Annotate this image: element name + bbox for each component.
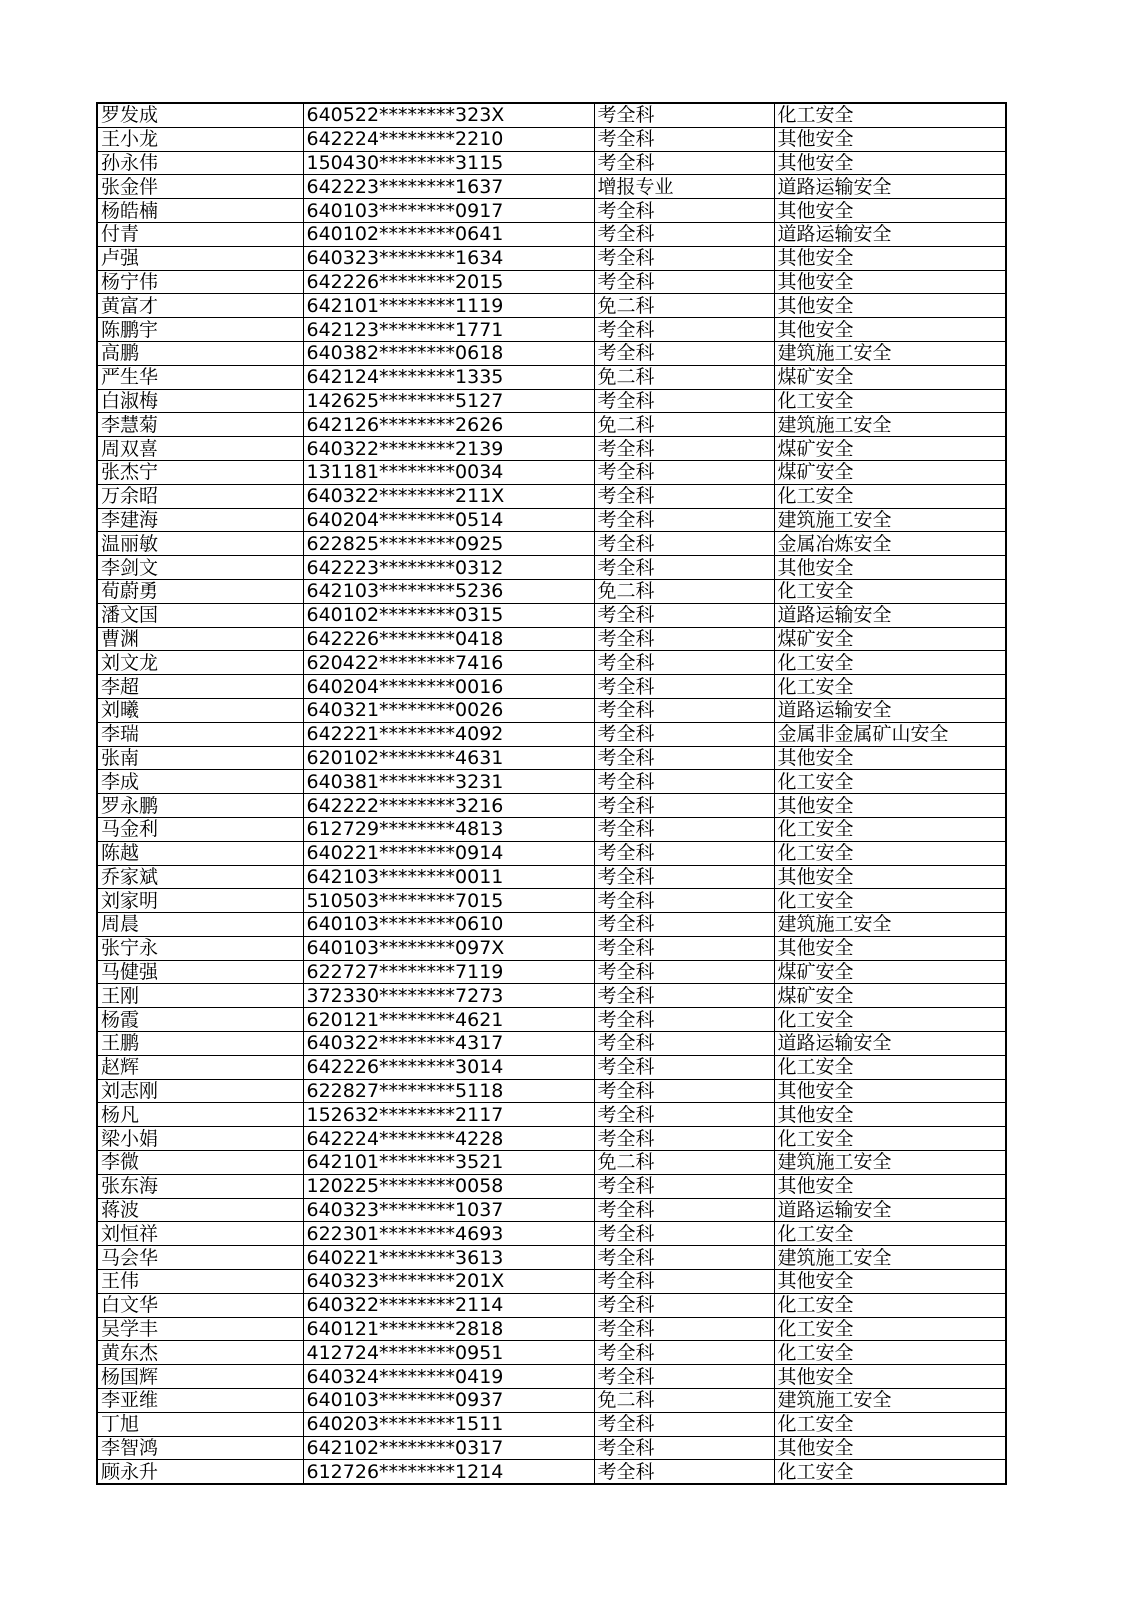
name-cell: 付青: [97, 222, 303, 246]
id-number-cell: 642226********3014: [303, 1055, 594, 1079]
name-cell: 刘文龙: [97, 651, 303, 675]
name-cell: 李亚维: [97, 1389, 303, 1413]
name-cell: 温丽敏: [97, 532, 303, 556]
table-row: [97, 675, 1006, 699]
category-cell: 道路运输安全: [774, 1198, 1006, 1222]
exam-type-cell: 考全科: [594, 484, 774, 508]
table-row: [97, 1317, 1006, 1341]
exam-type-cell: 考全科: [594, 556, 774, 580]
id-number-cell: 642123********1771: [303, 318, 594, 342]
id-number-cell: 622301********4693: [303, 1222, 594, 1246]
category-cell: 其他安全: [774, 794, 1006, 818]
name-cell: 梁小娟: [97, 1127, 303, 1151]
name-cell: 丁旭: [97, 1412, 303, 1436]
category-cell: 煤矿安全: [774, 365, 1006, 389]
category-cell: 金属非金属矿山安全: [774, 722, 1006, 746]
exam-type-cell: 免二科: [594, 365, 774, 389]
name-cell: 马健强: [97, 960, 303, 984]
exam-type-cell: 考全科: [594, 1436, 774, 1460]
id-number-cell: 640322********2114: [303, 1293, 594, 1317]
table-row: [97, 817, 1006, 841]
exam-type-cell: 考全科: [594, 1365, 774, 1389]
exam-type-cell: 考全科: [594, 936, 774, 960]
id-number-cell: 131181********0034: [303, 460, 594, 484]
category-cell: 化工安全: [774, 817, 1006, 841]
table-row: [97, 318, 1006, 342]
name-cell: 高鹏: [97, 341, 303, 365]
name-cell: 黄富才: [97, 294, 303, 318]
table-row: [97, 770, 1006, 794]
name-cell: 陈鹏宇: [97, 318, 303, 342]
exam-type-cell: 考全科: [594, 889, 774, 913]
table-row: [97, 984, 1006, 1008]
category-cell: 化工安全: [774, 651, 1006, 675]
name-cell: 刘曦: [97, 698, 303, 722]
id-number-cell: 642103********0011: [303, 865, 594, 889]
name-cell: 李瑞: [97, 722, 303, 746]
exam-type-cell: 考全科: [594, 1222, 774, 1246]
name-cell: 杨国辉: [97, 1365, 303, 1389]
table-row: [97, 1103, 1006, 1127]
table-row: [97, 841, 1006, 865]
table-row: [97, 698, 1006, 722]
category-cell: 化工安全: [774, 389, 1006, 413]
id-number-cell: 150430********3115: [303, 151, 594, 175]
table-row: [97, 794, 1006, 818]
id-number-cell: 640321********0026: [303, 698, 594, 722]
exam-type-cell: 考全科: [594, 1008, 774, 1032]
exam-type-cell: 免二科: [594, 1389, 774, 1413]
id-number-cell: 612729********4813: [303, 817, 594, 841]
id-number-cell: 142625********5127: [303, 389, 594, 413]
category-cell: 道路运输安全: [774, 603, 1006, 627]
category-cell: 化工安全: [774, 1222, 1006, 1246]
exam-type-cell: 考全科: [594, 1341, 774, 1365]
table-row: [97, 1412, 1006, 1436]
table-row: [97, 1293, 1006, 1317]
category-cell: 建筑施工安全: [774, 341, 1006, 365]
name-cell: 张金伴: [97, 175, 303, 199]
name-cell: 李智鸿: [97, 1436, 303, 1460]
table-row: [97, 1079, 1006, 1103]
exam-type-cell: 考全科: [594, 627, 774, 651]
table-row: [97, 627, 1006, 651]
name-cell: 荀蔚勇: [97, 579, 303, 603]
id-number-cell: 640322********4317: [303, 1032, 594, 1056]
category-cell: 化工安全: [774, 1008, 1006, 1032]
name-cell: 李慧菊: [97, 413, 303, 437]
name-cell: 王刚: [97, 984, 303, 1008]
category-cell: 道路运输安全: [774, 222, 1006, 246]
exam-type-cell: 考全科: [594, 794, 774, 818]
name-cell: 陈越: [97, 841, 303, 865]
category-cell: 其他安全: [774, 199, 1006, 223]
name-cell: 李微: [97, 1151, 303, 1175]
table-row: [97, 460, 1006, 484]
id-number-cell: 640121********2818: [303, 1317, 594, 1341]
table-row: [97, 1389, 1006, 1413]
name-cell: 曹渊: [97, 627, 303, 651]
category-cell: 道路运输安全: [774, 175, 1006, 199]
table-row: [97, 1198, 1006, 1222]
category-cell: 建筑施工安全: [774, 1151, 1006, 1175]
name-cell: 万余昭: [97, 484, 303, 508]
table-row: [97, 1270, 1006, 1294]
name-cell: 周晨: [97, 913, 303, 937]
category-cell: 化工安全: [774, 889, 1006, 913]
exam-type-cell: 考全科: [594, 1032, 774, 1056]
category-cell: 其他安全: [774, 1365, 1006, 1389]
id-number-cell: 640221********0914: [303, 841, 594, 865]
name-cell: 李成: [97, 770, 303, 794]
id-number-cell: 620422********7416: [303, 651, 594, 675]
exam-type-cell: 考全科: [594, 1317, 774, 1341]
name-cell: 李建海: [97, 508, 303, 532]
exam-type-cell: 考全科: [594, 1079, 774, 1103]
exam-type-cell: 考全科: [594, 318, 774, 342]
table-row: [97, 913, 1006, 937]
category-cell: 其他安全: [774, 318, 1006, 342]
exam-type-cell: 免二科: [594, 294, 774, 318]
table-row: [97, 722, 1006, 746]
table-row: [97, 341, 1006, 365]
id-number-cell: 642224********2210: [303, 127, 594, 151]
name-cell: 李剑文: [97, 556, 303, 580]
exam-type-cell: 考全科: [594, 222, 774, 246]
id-number-cell: 372330********7273: [303, 984, 594, 1008]
name-cell: 李超: [97, 675, 303, 699]
exam-type-cell: 免二科: [594, 413, 774, 437]
exam-type-cell: 考全科: [594, 651, 774, 675]
category-cell: 其他安全: [774, 746, 1006, 770]
id-number-cell: 640381********3231: [303, 770, 594, 794]
table-row: [97, 151, 1006, 175]
category-cell: 其他安全: [774, 1174, 1006, 1198]
exam-type-cell: 考全科: [594, 675, 774, 699]
table-row: [97, 389, 1006, 413]
id-number-cell: 642101********1119: [303, 294, 594, 318]
id-number-cell: 640102********0315: [303, 603, 594, 627]
table-row: [97, 1222, 1006, 1246]
category-cell: 化工安全: [774, 1127, 1006, 1151]
exam-type-cell: 考全科: [594, 913, 774, 937]
exam-type-cell: 考全科: [594, 746, 774, 770]
table-row: [97, 579, 1006, 603]
table-row: [97, 936, 1006, 960]
name-cell: 乔家斌: [97, 865, 303, 889]
id-number-cell: 120225********0058: [303, 1174, 594, 1198]
table-row: [97, 365, 1006, 389]
id-number-cell: 640382********0618: [303, 341, 594, 365]
id-number-cell: 640323********1037: [303, 1198, 594, 1222]
exam-type-cell: 考全科: [594, 817, 774, 841]
exam-type-cell: 考全科: [594, 508, 774, 532]
category-cell: 煤矿安全: [774, 437, 1006, 461]
table-row: [97, 1365, 1006, 1389]
category-cell: 其他安全: [774, 270, 1006, 294]
name-cell: 严生华: [97, 365, 303, 389]
id-number-cell: 640322********211X: [303, 484, 594, 508]
table-row: [97, 508, 1006, 532]
name-cell: 黄东杰: [97, 1341, 303, 1365]
table-row: [97, 270, 1006, 294]
id-number-cell: 640103********097X: [303, 936, 594, 960]
category-cell: 建筑施工安全: [774, 413, 1006, 437]
category-cell: 化工安全: [774, 103, 1006, 127]
name-cell: 刘恒祥: [97, 1222, 303, 1246]
category-cell: 其他安全: [774, 1436, 1006, 1460]
name-cell: 刘志刚: [97, 1079, 303, 1103]
exam-type-cell: 考全科: [594, 460, 774, 484]
exam-type-cell: 考全科: [594, 603, 774, 627]
id-number-cell: 642223********1637: [303, 175, 594, 199]
exam-type-cell: 考全科: [594, 341, 774, 365]
exam-type-cell: 考全科: [594, 1246, 774, 1270]
table-row: [97, 651, 1006, 675]
name-cell: 赵辉: [97, 1055, 303, 1079]
category-cell: 化工安全: [774, 1341, 1006, 1365]
id-number-cell: 642224********4228: [303, 1127, 594, 1151]
id-number-cell: 642226********2015: [303, 270, 594, 294]
id-number-cell: 640522********323X: [303, 103, 594, 127]
table-row: [97, 1008, 1006, 1032]
table-row: [97, 103, 1006, 127]
exam-type-cell: 考全科: [594, 865, 774, 889]
exam-type-cell: 考全科: [594, 437, 774, 461]
id-number-cell: 640221********3613: [303, 1246, 594, 1270]
name-cell: 王小龙: [97, 127, 303, 151]
id-number-cell: 620121********4621: [303, 1008, 594, 1032]
table-row: [97, 127, 1006, 151]
category-cell: 其他安全: [774, 127, 1006, 151]
id-number-cell: 640323********201X: [303, 1270, 594, 1294]
category-cell: 其他安全: [774, 294, 1006, 318]
category-cell: 其他安全: [774, 936, 1006, 960]
table-row: [97, 1436, 1006, 1460]
name-cell: 白淑梅: [97, 389, 303, 413]
exam-type-cell: 考全科: [594, 199, 774, 223]
exam-type-cell: 考全科: [594, 1174, 774, 1198]
name-cell: 马金利: [97, 817, 303, 841]
exam-type-cell: 考全科: [594, 1103, 774, 1127]
id-number-cell: 622827********5118: [303, 1079, 594, 1103]
name-cell: 王伟: [97, 1270, 303, 1294]
name-cell: 杨宁伟: [97, 270, 303, 294]
exam-type-cell: 考全科: [594, 984, 774, 1008]
exam-type-cell: 考全科: [594, 960, 774, 984]
table-row: [97, 556, 1006, 580]
category-cell: 金属冶炼安全: [774, 532, 1006, 556]
exam-type-cell: 考全科: [594, 389, 774, 413]
exam-type-cell: 考全科: [594, 698, 774, 722]
id-number-cell: 640323********1634: [303, 246, 594, 270]
id-number-cell: 412724********0951: [303, 1341, 594, 1365]
name-cell: 孙永伟: [97, 151, 303, 175]
table-row: [97, 889, 1006, 913]
exam-type-cell: 考全科: [594, 246, 774, 270]
table-row: [97, 1174, 1006, 1198]
category-cell: 道路运输安全: [774, 698, 1006, 722]
id-number-cell: 642103********5236: [303, 579, 594, 603]
category-cell: 煤矿安全: [774, 627, 1006, 651]
category-cell: 化工安全: [774, 841, 1006, 865]
name-cell: 白文华: [97, 1293, 303, 1317]
table-row: [97, 1151, 1006, 1175]
id-number-cell: 640102********0641: [303, 222, 594, 246]
name-cell: 张杰宁: [97, 460, 303, 484]
id-number-cell: 640103********0937: [303, 1389, 594, 1413]
category-cell: 建筑施工安全: [774, 1246, 1006, 1270]
name-cell: 杨凡: [97, 1103, 303, 1127]
exam-type-cell: 考全科: [594, 1198, 774, 1222]
table-row: [97, 1055, 1006, 1079]
id-number-cell: 642222********3216: [303, 794, 594, 818]
id-number-cell: 642226********0418: [303, 627, 594, 651]
table-row: [97, 484, 1006, 508]
name-cell: 罗永鹏: [97, 794, 303, 818]
roster-table: [96, 102, 1007, 1485]
category-cell: 其他安全: [774, 151, 1006, 175]
category-cell: 其他安全: [774, 1270, 1006, 1294]
exam-type-cell: 考全科: [594, 1055, 774, 1079]
table-row: [97, 1032, 1006, 1056]
category-cell: 化工安全: [774, 484, 1006, 508]
id-number-cell: 622825********0925: [303, 532, 594, 556]
id-number-cell: 642101********3521: [303, 1151, 594, 1175]
id-number-cell: 640204********0016: [303, 675, 594, 699]
name-cell: 顾永升: [97, 1460, 303, 1484]
table-row: [97, 1341, 1006, 1365]
name-cell: 卢强: [97, 246, 303, 270]
id-number-cell: 510503********7015: [303, 889, 594, 913]
table-row: [97, 199, 1006, 223]
exam-type-cell: 考全科: [594, 770, 774, 794]
roster-body: [97, 103, 1006, 1484]
exam-type-cell: 免二科: [594, 579, 774, 603]
table-row: [97, 413, 1006, 437]
category-cell: 化工安全: [774, 579, 1006, 603]
id-number-cell: 612726********1214: [303, 1460, 594, 1484]
name-cell: 张南: [97, 746, 303, 770]
category-cell: 化工安全: [774, 1055, 1006, 1079]
table-row: [97, 865, 1006, 889]
exam-type-cell: 考全科: [594, 1412, 774, 1436]
id-number-cell: 642221********4092: [303, 722, 594, 746]
id-number-cell: 640324********0419: [303, 1365, 594, 1389]
id-number-cell: 152632********2117: [303, 1103, 594, 1127]
name-cell: 蒋波: [97, 1198, 303, 1222]
table-row: [97, 746, 1006, 770]
id-number-cell: 622727********7119: [303, 960, 594, 984]
id-number-cell: 642223********0312: [303, 556, 594, 580]
name-cell: 张东海: [97, 1174, 303, 1198]
table-row: [97, 1460, 1006, 1484]
name-cell: 张宁永: [97, 936, 303, 960]
exam-type-cell: 考全科: [594, 127, 774, 151]
exam-type-cell: 考全科: [594, 722, 774, 746]
category-cell: 化工安全: [774, 1293, 1006, 1317]
category-cell: 化工安全: [774, 1317, 1006, 1341]
id-number-cell: 642126********2626: [303, 413, 594, 437]
exam-type-cell: 免二科: [594, 1151, 774, 1175]
category-cell: 其他安全: [774, 246, 1006, 270]
table-row: [97, 603, 1006, 627]
id-number-cell: 642102********0317: [303, 1436, 594, 1460]
table-row: [97, 532, 1006, 556]
exam-type-cell: 考全科: [594, 151, 774, 175]
exam-type-cell: 考全科: [594, 532, 774, 556]
category-cell: 化工安全: [774, 770, 1006, 794]
id-number-cell: 642124********1335: [303, 365, 594, 389]
category-cell: 煤矿安全: [774, 984, 1006, 1008]
exam-type-cell: 考全科: [594, 1460, 774, 1484]
exam-type-cell: 考全科: [594, 1293, 774, 1317]
table-row: [97, 175, 1006, 199]
category-cell: 其他安全: [774, 1103, 1006, 1127]
category-cell: 建筑施工安全: [774, 1389, 1006, 1413]
category-cell: 其他安全: [774, 556, 1006, 580]
exam-type-cell: 增报专业: [594, 175, 774, 199]
table-row: [97, 222, 1006, 246]
name-cell: 马会华: [97, 1246, 303, 1270]
table-row: [97, 1246, 1006, 1270]
category-cell: 化工安全: [774, 1412, 1006, 1436]
name-cell: 杨霞: [97, 1008, 303, 1032]
exam-type-cell: 考全科: [594, 1270, 774, 1294]
category-cell: 建筑施工安全: [774, 508, 1006, 532]
name-cell: 杨皓楠: [97, 199, 303, 223]
id-number-cell: 640103********0917: [303, 199, 594, 223]
category-cell: 其他安全: [774, 865, 1006, 889]
category-cell: 煤矿安全: [774, 460, 1006, 484]
id-number-cell: 640103********0610: [303, 913, 594, 937]
category-cell: 煤矿安全: [774, 960, 1006, 984]
name-cell: 刘家明: [97, 889, 303, 913]
table-row: [97, 294, 1006, 318]
table-row: [97, 246, 1006, 270]
category-cell: 建筑施工安全: [774, 913, 1006, 937]
id-number-cell: 640203********1511: [303, 1412, 594, 1436]
table-row: [97, 960, 1006, 984]
id-number-cell: 620102********4631: [303, 746, 594, 770]
name-cell: 王鹏: [97, 1032, 303, 1056]
table-row: [97, 437, 1006, 461]
id-number-cell: 640204********0514: [303, 508, 594, 532]
id-number-cell: 640322********2139: [303, 437, 594, 461]
table-row: [97, 1127, 1006, 1151]
category-cell: 道路运输安全: [774, 1032, 1006, 1056]
name-cell: 周双喜: [97, 437, 303, 461]
category-cell: 化工安全: [774, 675, 1006, 699]
exam-type-cell: 考全科: [594, 841, 774, 865]
name-cell: 潘文国: [97, 603, 303, 627]
category-cell: 化工安全: [774, 1460, 1006, 1484]
exam-type-cell: 考全科: [594, 270, 774, 294]
name-cell: 吴学丰: [97, 1317, 303, 1341]
exam-type-cell: 考全科: [594, 103, 774, 127]
name-cell: 罗发成: [97, 103, 303, 127]
exam-type-cell: 考全科: [594, 1127, 774, 1151]
category-cell: 其他安全: [774, 1079, 1006, 1103]
